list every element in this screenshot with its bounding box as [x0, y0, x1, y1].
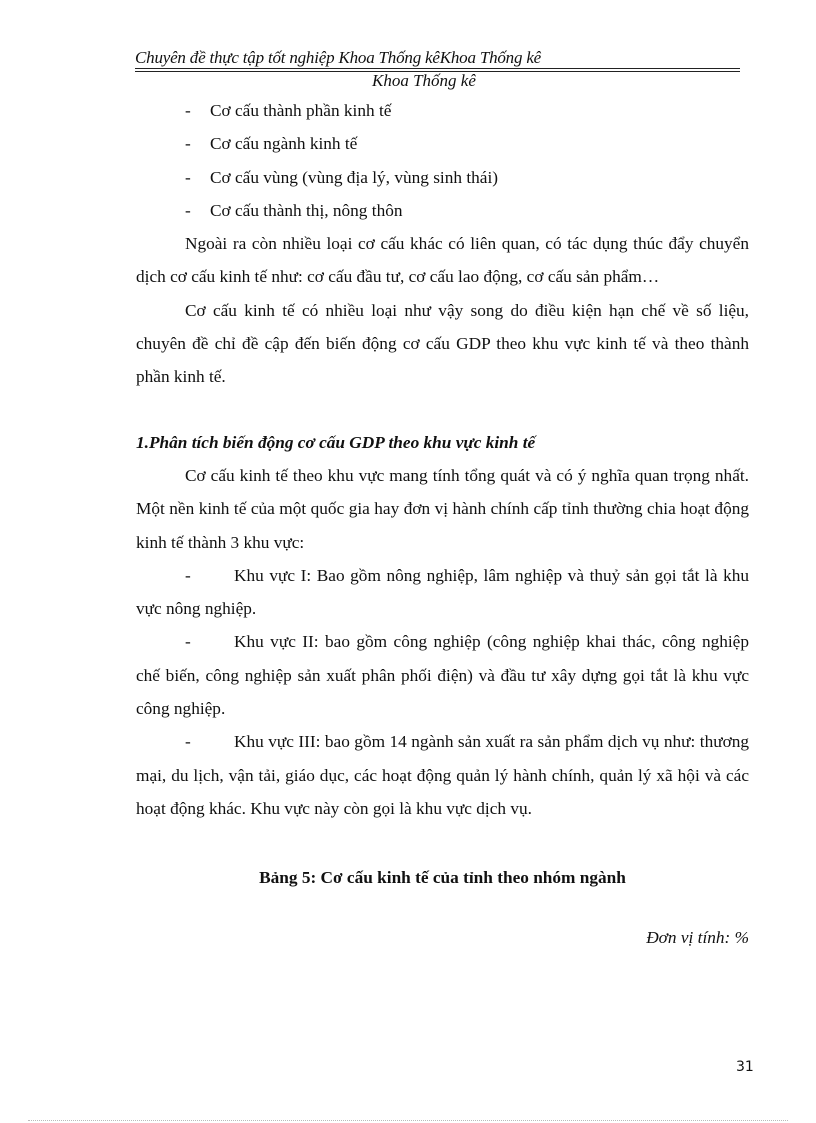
- footer-divider: [28, 1120, 788, 1121]
- paragraph: Cơ cấu kinh tế có nhiều loại như vậy song do điều kiện hạn chế về số liệu, chuyên đề chỉ đề cập đến biến động cơ cấu GDP theo khu vực kinh tế và theo thành phần kinh tế.: [136, 300, 749, 387]
- header-subtitle: Khoa Thống kê: [372, 71, 476, 90]
- document-body: [136, 94, 749, 954]
- bullet-item: [185, 127, 749, 160]
- item-text: Khu vực III: bao gồm 14 ngành sản xuất ra sản phẩm dịch vụ như: thương mại, du lịch, vận tải, giáo dục, các hoạt động quản lý hành chính, quản lý xã hội và các hoạt động khác. Khu vực này còn gọi là khu vực dịch vụ.: [136, 732, 749, 818]
- spacer: [136, 394, 749, 424]
- page-number: 31: [736, 1059, 754, 1075]
- section-intro: Cơ cấu kinh tế theo khu vực mang tính tổng quát và có ý nghĩa quan trọng nhất. Một nền kinh tế của một quốc gia hay đơn vị hành chính cấp tỉnh thường chia hoạt động kinh tế thành 3 khu vực:: [136, 465, 749, 552]
- section-heading: 1.Phân tích biến động cơ cấu GDP theo khu vực kinh tế: [136, 432, 536, 452]
- sector-item: [136, 559, 749, 626]
- bullet-dash: -: [185, 134, 191, 154]
- table-title: Bảng 5: Cơ cấu kinh tế của tỉnh theo nhóm ngành: [259, 868, 626, 888]
- item-dash: -: [185, 732, 191, 752]
- item-text: Khu vực I: Bao gồm nông nghiệp, lâm nghiệp và thuỷ sản gọi tắt là khu vực nông nghiệp.: [136, 565, 749, 619]
- item-dash: -: [185, 565, 191, 585]
- item-dash: -: [185, 632, 191, 652]
- header-rule-top: [135, 68, 740, 69]
- paragraph: Ngoài ra còn nhiều loại cơ cấu khác có liên quan, có tác dụng thúc đẩy chuyển dịch cơ cấu kinh tế như: cơ cấu đầu tư, cơ cấu lao động, cơ cấu sản phẩm…: [136, 234, 749, 287]
- sector-item: [136, 725, 749, 825]
- bullet-text: Cơ cấu thành thị, nông thôn: [210, 200, 403, 220]
- bullet-text: Cơ cấu ngành kinh tế: [210, 134, 358, 154]
- bullet-text: Cơ cấu thành phần kinh tế: [210, 101, 392, 120]
- bullet-dash: -: [185, 101, 191, 120]
- bullet-dash: -: [185, 200, 191, 220]
- sector-item: [136, 625, 749, 725]
- bullet-item: [185, 161, 749, 194]
- header-title: Chuyên đề thực tập tốt nghiệp Khoa Thống kêKhoa Thống kê: [135, 48, 542, 67]
- bullet-text: Cơ cấu vùng (vùng địa lý, vùng sinh thái): [210, 167, 499, 187]
- bullet-item: [185, 94, 749, 127]
- table-unit: Đơn vị tính: %: [646, 927, 749, 947]
- item-text: Khu vực II: bao gồm công nghiệp (công nghiệp khai thác, công nghiệp chế biến, công nghiệp sản xuất phân phối điện) và đầu tư xây dựng gọi tắt là khu vực công nghiệp.: [136, 632, 749, 719]
- bullet-item: [185, 194, 749, 227]
- bullet-dash: -: [185, 167, 191, 187]
